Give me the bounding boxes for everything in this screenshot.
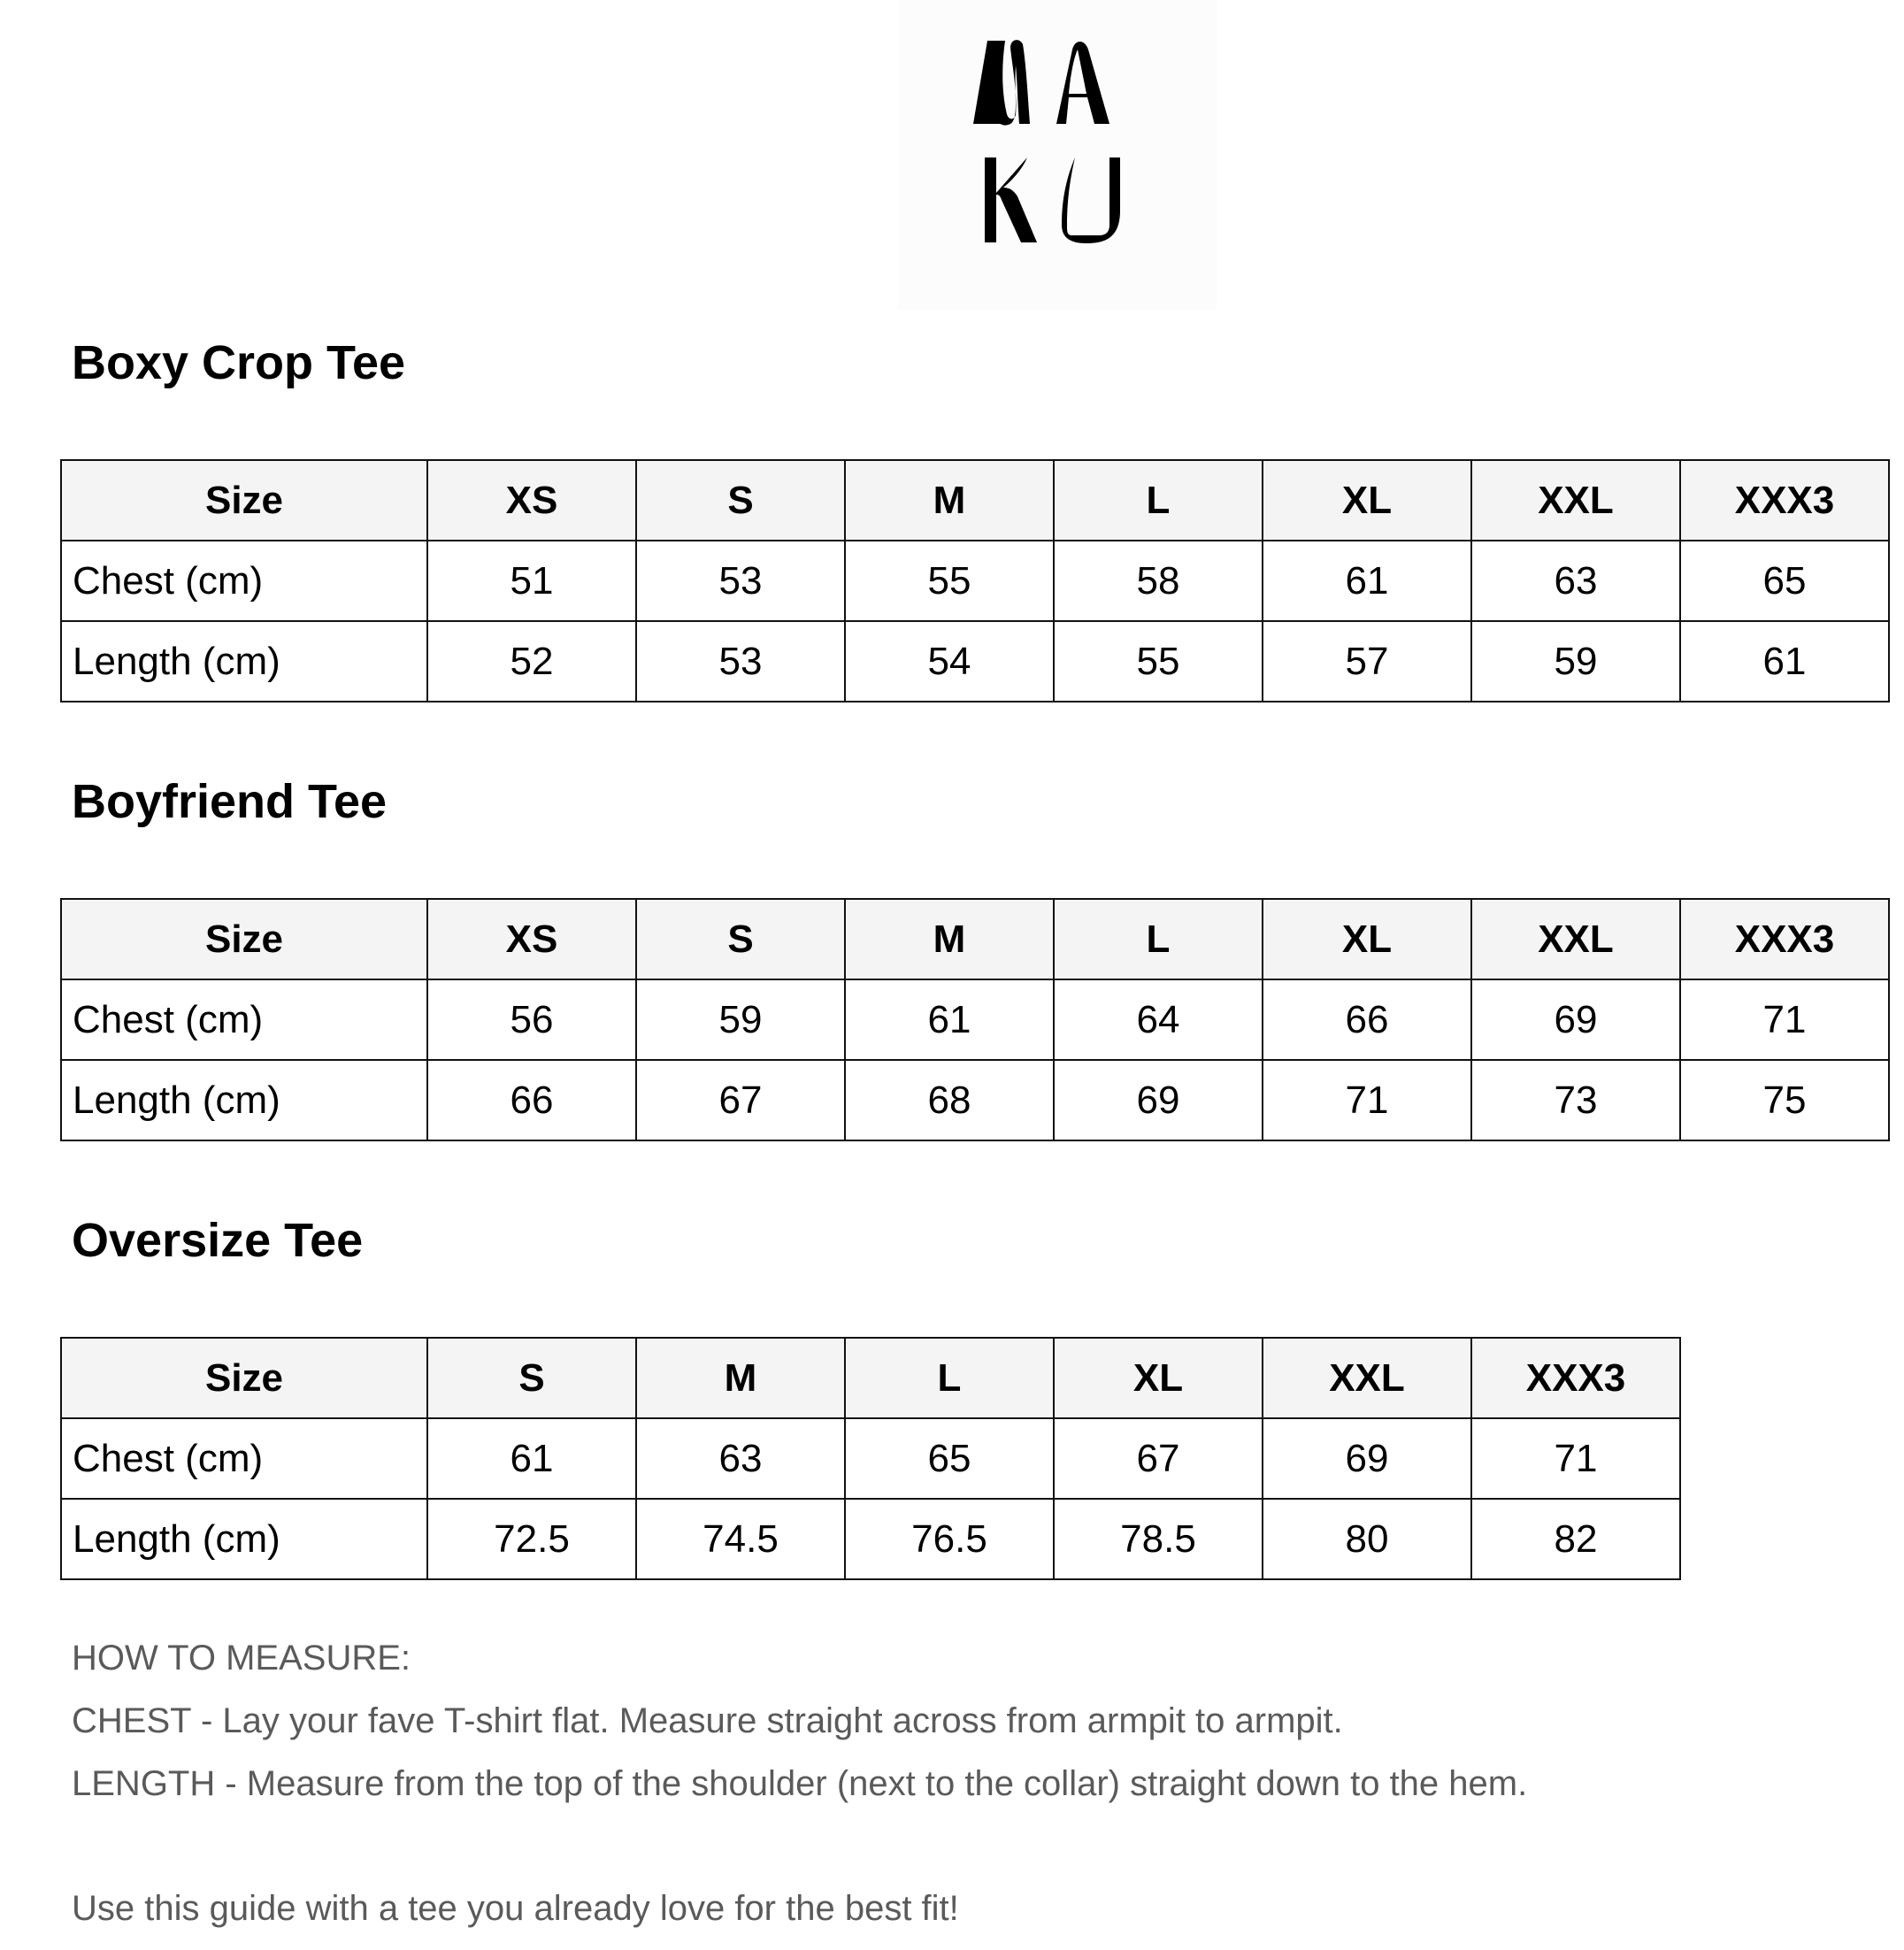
header-cell: XXX3	[1680, 899, 1889, 979]
table-cell: 59	[636, 979, 845, 1060]
table-row	[61, 1060, 1889, 1140]
table-cell: 63	[1471, 541, 1680, 621]
table-cell: 67	[636, 1060, 845, 1140]
table-cell: 69	[1054, 1060, 1263, 1140]
table-cell: 69	[1471, 979, 1680, 1060]
header-cell: Size	[61, 899, 427, 979]
header-cell: XL	[1263, 899, 1471, 979]
header-cell: Size	[61, 1338, 427, 1418]
header-cell: S	[427, 1338, 636, 1418]
row-label: Length (cm)	[61, 1499, 427, 1579]
row-label: Chest (cm)	[61, 979, 427, 1060]
table-cell: 59	[1471, 621, 1680, 702]
section-title-boyfriend-tee: Boyfriend Tee	[72, 775, 388, 828]
table-cell: 69	[1263, 1418, 1471, 1499]
row-label: Chest (cm)	[61, 541, 427, 621]
table-cell: 71	[1680, 979, 1889, 1060]
size-table-boyfriend-tee	[60, 898, 1890, 1141]
table-cell: 57	[1263, 621, 1471, 702]
table-cell: 67	[1054, 1418, 1263, 1499]
table-cell: 73	[1471, 1060, 1680, 1140]
section-title-boxy-crop-tee: Boxy Crop Tee	[72, 336, 406, 389]
table-row	[61, 1418, 1680, 1499]
header-cell: M	[636, 1338, 845, 1418]
header-cell: XL	[1263, 460, 1471, 541]
table-cell: 76.5	[845, 1499, 1054, 1579]
table-cell: 74.5	[636, 1499, 845, 1579]
table-cell: 66	[427, 1060, 636, 1140]
header-cell: XXL	[1471, 899, 1680, 979]
header-cell: L	[1054, 899, 1263, 979]
table-cell: 61	[845, 979, 1054, 1060]
table-cell: 52	[427, 621, 636, 702]
row-label: Chest (cm)	[61, 1418, 427, 1499]
section-title-oversize-tee: Oversize Tee	[72, 1214, 364, 1267]
table-cell: 61	[427, 1418, 636, 1499]
header-cell: XXX3	[1680, 460, 1889, 541]
header-cell: XXL	[1263, 1338, 1471, 1418]
table-cell: 68	[845, 1060, 1054, 1140]
how-to-measure-heading: HOW TO MEASURE:	[72, 1639, 411, 1677]
fit-tip: Use this guide with a tee you already love for the best fit!	[72, 1889, 959, 1928]
header-cell: M	[845, 899, 1054, 979]
table-cell: 61	[1263, 541, 1471, 621]
table-cell: 55	[1054, 621, 1263, 702]
table-cell: 53	[636, 541, 845, 621]
maku-logo-icon	[968, 39, 1140, 248]
table-cell: 71	[1263, 1060, 1471, 1140]
table-header-row	[61, 899, 1889, 979]
header-cell: S	[636, 460, 845, 541]
size-table-oversize-tee	[60, 1337, 1681, 1580]
table-cell: 66	[1263, 979, 1471, 1060]
table-cell: 51	[427, 541, 636, 621]
table-row	[61, 541, 1889, 621]
table-header-row	[61, 1338, 1680, 1418]
table-cell: 56	[427, 979, 636, 1060]
header-cell: L	[1054, 460, 1263, 541]
table-cell: 64	[1054, 979, 1263, 1060]
size-table-boxy-crop-tee	[60, 459, 1890, 702]
table-cell: 82	[1471, 1499, 1680, 1579]
header-cell: XS	[427, 899, 636, 979]
table-cell: 61	[1680, 621, 1889, 702]
table-cell: 75	[1680, 1060, 1889, 1140]
table-cell: 78.5	[1054, 1499, 1263, 1579]
header-cell: Size	[61, 460, 427, 541]
maku-logo	[968, 39, 1140, 248]
table-cell: 80	[1263, 1499, 1471, 1579]
row-label: Length (cm)	[61, 621, 427, 702]
row-label: Length (cm)	[61, 1060, 427, 1140]
table-cell: 63	[636, 1418, 845, 1499]
table-cell: 54	[845, 621, 1054, 702]
table-cell: 72.5	[427, 1499, 636, 1579]
header-cell: XXX3	[1471, 1338, 1680, 1418]
table-cell: 71	[1471, 1418, 1680, 1499]
header-cell: XL	[1054, 1338, 1263, 1418]
table-header-row	[61, 460, 1889, 541]
table-cell: 58	[1054, 541, 1263, 621]
header-cell: XS	[427, 460, 636, 541]
table-cell: 53	[636, 621, 845, 702]
table-row	[61, 1499, 1680, 1579]
header-cell: L	[845, 1338, 1054, 1418]
chest-instruction: CHEST - Lay your fave T-shirt flat. Measure straight across from armpit to armpit.	[72, 1701, 1343, 1740]
header-cell: M	[845, 460, 1054, 541]
table-row	[61, 979, 1889, 1060]
header-cell: XXL	[1471, 460, 1680, 541]
table-cell: 65	[1680, 541, 1889, 621]
table-cell: 65	[845, 1418, 1054, 1499]
header-cell: S	[636, 899, 845, 979]
length-instruction: LENGTH - Measure from the top of the shoulder (next to the collar) straight down to the hem.	[72, 1764, 1528, 1803]
table-row	[61, 621, 1889, 702]
table-cell: 55	[845, 541, 1054, 621]
